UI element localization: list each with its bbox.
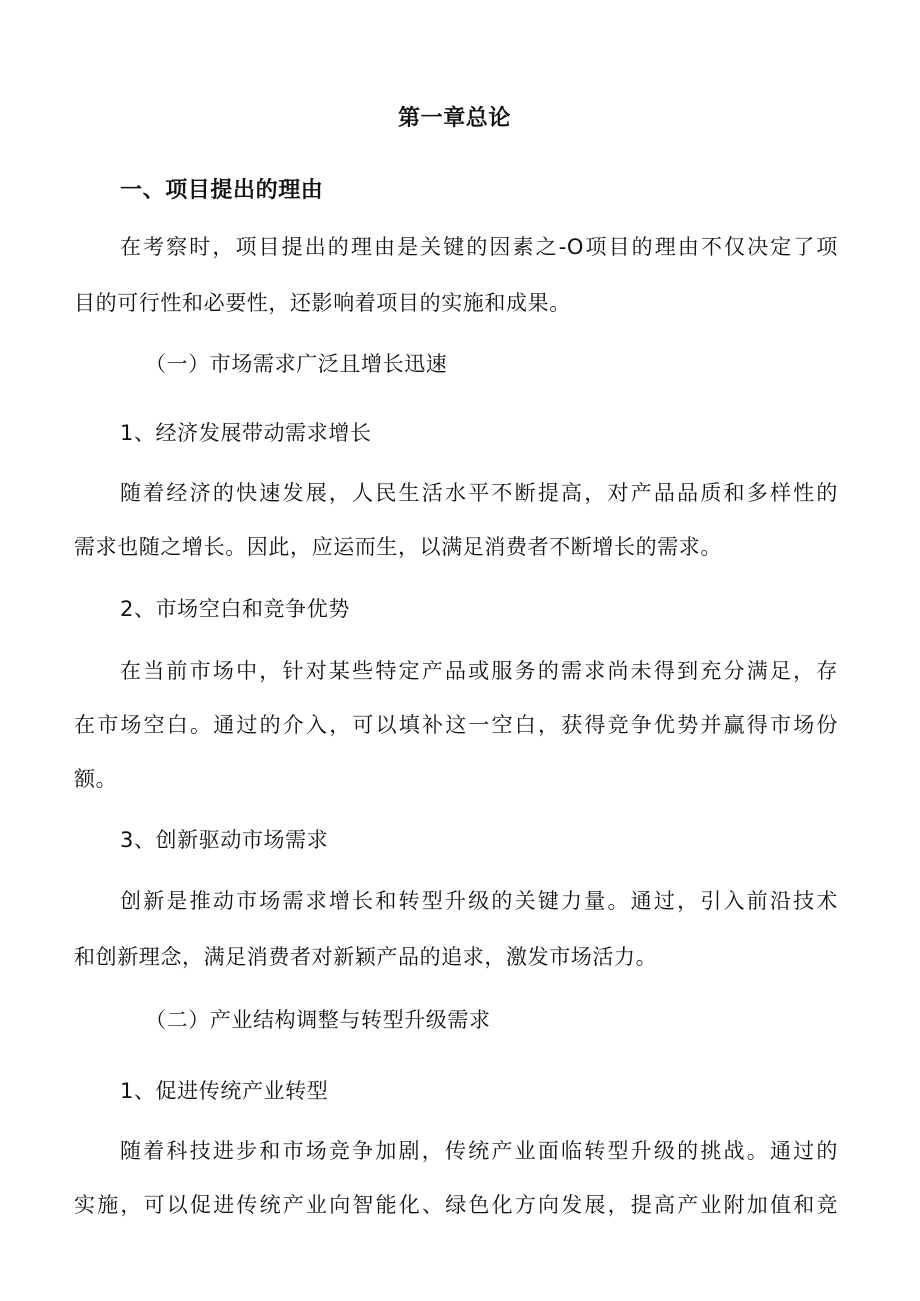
subsection-heading: （二）产业结构调整与转型升级需求 — [145, 1008, 491, 1032]
subsection-heading: （一）市场需求广泛且增长迅速 — [145, 352, 448, 376]
item-heading: 1、经济发展带动需求增长 — [120, 421, 372, 445]
item-heading: 2、市场空白和竞争优势 — [120, 597, 350, 621]
paragraph-line: 在考察时，项目提出的理由是关键的因素之-O项目的理由不仅决定了项 — [120, 235, 838, 259]
paragraph-line: 目的可行性和必要性，还影响着项目的实施和成果。 — [74, 291, 571, 315]
paragraph-line: 需求也随之增长。因此，应运而生，以满足消费者不断增长的需求。 — [74, 535, 722, 559]
chapter-title: 第一章总论 — [398, 106, 512, 131]
paragraph-line: 随着科技进步和市场竞争加剧，传统产业面临转型升级的挑战。通过的 — [120, 1139, 838, 1163]
item-heading: 1、促进传统产业转型 — [120, 1079, 329, 1103]
paragraph-line: 实施，可以促进传统产业向智能化、绿色化方向发展，提高产业附加值和竞 — [74, 1193, 838, 1217]
paragraph-line: 创新是推动市场需求增长和转型升级的关键力量。通过，引入前沿技术 — [120, 889, 838, 913]
paragraph-line: 额。 — [74, 767, 118, 791]
paragraph-line: 随着经济的快速发展，人民生活水平不断提高，对产品品质和多样性的 — [120, 481, 838, 505]
paragraph-line: 在市场空白。通过的介入，可以填补这一空白，获得竞争优势并赢得市场份 — [74, 713, 838, 737]
section-heading: 一、项目提出的理由 — [120, 178, 324, 203]
paragraph-line: 和创新理念，满足消费者对新颖产品的追求，激发市场活力。 — [74, 945, 658, 969]
item-heading: 3、创新驱动市场需求 — [120, 828, 329, 852]
paragraph-line: 在当前市场中，针对某些特定产品或服务的需求尚未得到充分满足，存 — [120, 659, 838, 683]
